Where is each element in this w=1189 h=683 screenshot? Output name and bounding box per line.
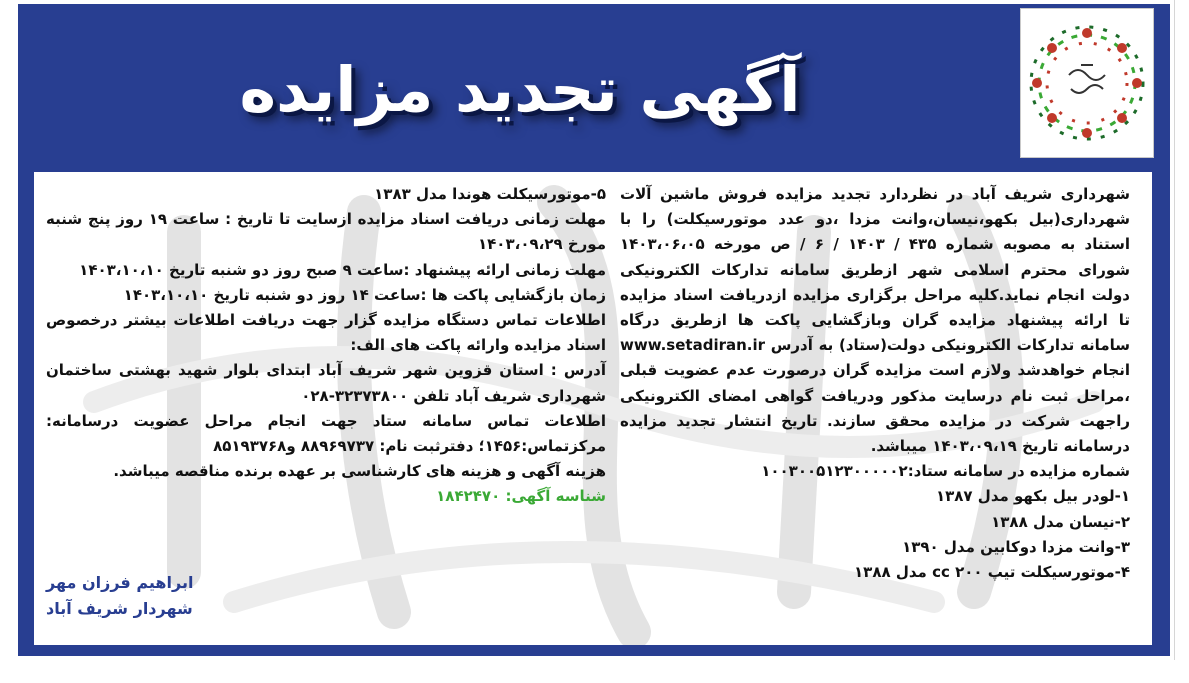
proposal-deadline: مهلت زمانی ارائه پیشنهاد :ساعت ۹ صبح روز دو شنبه تاریخ ۱۴۰۳،۱۰،۱۰ (79, 260, 606, 279)
opening-time: زمان بازگشایی پاکت ها :ساعت ۱۴ روز دو شنبه تاریخ ۱۴۰۳،۱۰،۱۰ (123, 285, 606, 304)
signature-block (46, 570, 266, 622)
auction-number: شماره مزایده در سامانه ستاد:۱۰۰۳۰۰۵۱۲۳۰۰۰۰۰۲ (761, 462, 1130, 481)
signer-name: ابراهیم فرزان مهر (46, 573, 194, 592)
ad-id: شناسه آگهی: ۱۸۴۲۴۷۰ (436, 487, 606, 506)
address: آدرس : استان قزوین شهر شریف آباد ابتدای بلوار شهید بهشتی ساختمان شهرداری شریف آباد تلفن ۳۲۳۷۳۸۰۰-۰۲۸ (46, 361, 606, 405)
list-item-2: ۲-نیسان مدل ۱۳۸۸ (991, 512, 1130, 531)
announcement-body (34, 172, 1152, 645)
page-title: آگهی تجدید مزایده (239, 53, 801, 126)
intro-paragraph: شهرداری شریف آباد در نظردارد تجدید مزایده فروش ماشین آلات شهرداری(بیل بکهو،نیسان،وانت مزدا ،دو عدد موتورسیکلت) را با استناد به مصوبه شماره ۴۳۵ / ۱۴۰۳ / ۶ / ص مورخه ۱۴۰۳،۰۶،۰۵ شورای محترم اسلامی شهر ازطریق سامانه تدارکات الکترونیکی دولت انجام نماید.کلیه مراحل برگزاری مزایده ازدریافت اسناد مزایده تا ارائه پیشنهاد مزایده گران وبازگشایی پاکت ها ازطریق درگاه سامانه تدارکات الکترونیکی دولت(ستاد) به آدرس www.setadiran.ir انجام خواهدشد ولازم است مزایده گران درصورت عدم عضویت قبلی ،مراحل ثبت نام درسایت مذکور ودریافت گواهی امضای الکترونیکی راجهت شرکت در مزایده محقق سازند. تاریخ انتشار تجدید مزایده درسامانه تاریخ ۱۴۰۳،۰۹،۱۹ میباشد. (620, 185, 1131, 456)
list-item-5: ۵-موتورسیکلت هوندا مدل ۱۳۸۳ (374, 185, 606, 203)
document-deadline: مهلت زمانی دریافت اسناد مزایده ازسایت تا تاریخ : ساعت ۱۹ روز پنج شنبه مورخ ۱۴۰۳،۰۹،۲۹ (46, 210, 606, 254)
list-item-3: ۳-وانت مزدا دوکابین مدل ۱۳۹۰ (902, 537, 1130, 556)
list-item-4: ۴-موتورسیکلت تیپ ۲۰۰ cc مدل ۱۳۸۸ (854, 563, 1130, 582)
contact-info: اطلاعات تماس دستگاه مزایده گزار جهت دریافت اطلاعات بیشتر درخصوص اسناد مزایده وارائه پاکت های الف: (46, 311, 606, 355)
municipality-logo-icon (1020, 8, 1154, 158)
scrollbar[interactable] (1174, 0, 1189, 660)
setad-contact: اطلاعات تماس سامانه ستاد جهت انجام مراحل عضویت درسامانه: مرکزتماس:۱۴۵۶؛ دفترثبت نام: ۸۸۹۶۹۷۳۷ و۸۵۱۹۳۷۶۸ (46, 411, 606, 456)
signer-role: شهردار شریف آباد (46, 599, 193, 618)
right-column (620, 182, 1130, 585)
list-item-1: ۱-لودر بیل بکهو مدل ۱۳۸۷ (935, 487, 1130, 506)
left-column (46, 182, 606, 510)
costs-note: هزینه آگهی و هزینه های کارشناسی بر عهده برنده مناقصه میباشد. (113, 462, 606, 481)
